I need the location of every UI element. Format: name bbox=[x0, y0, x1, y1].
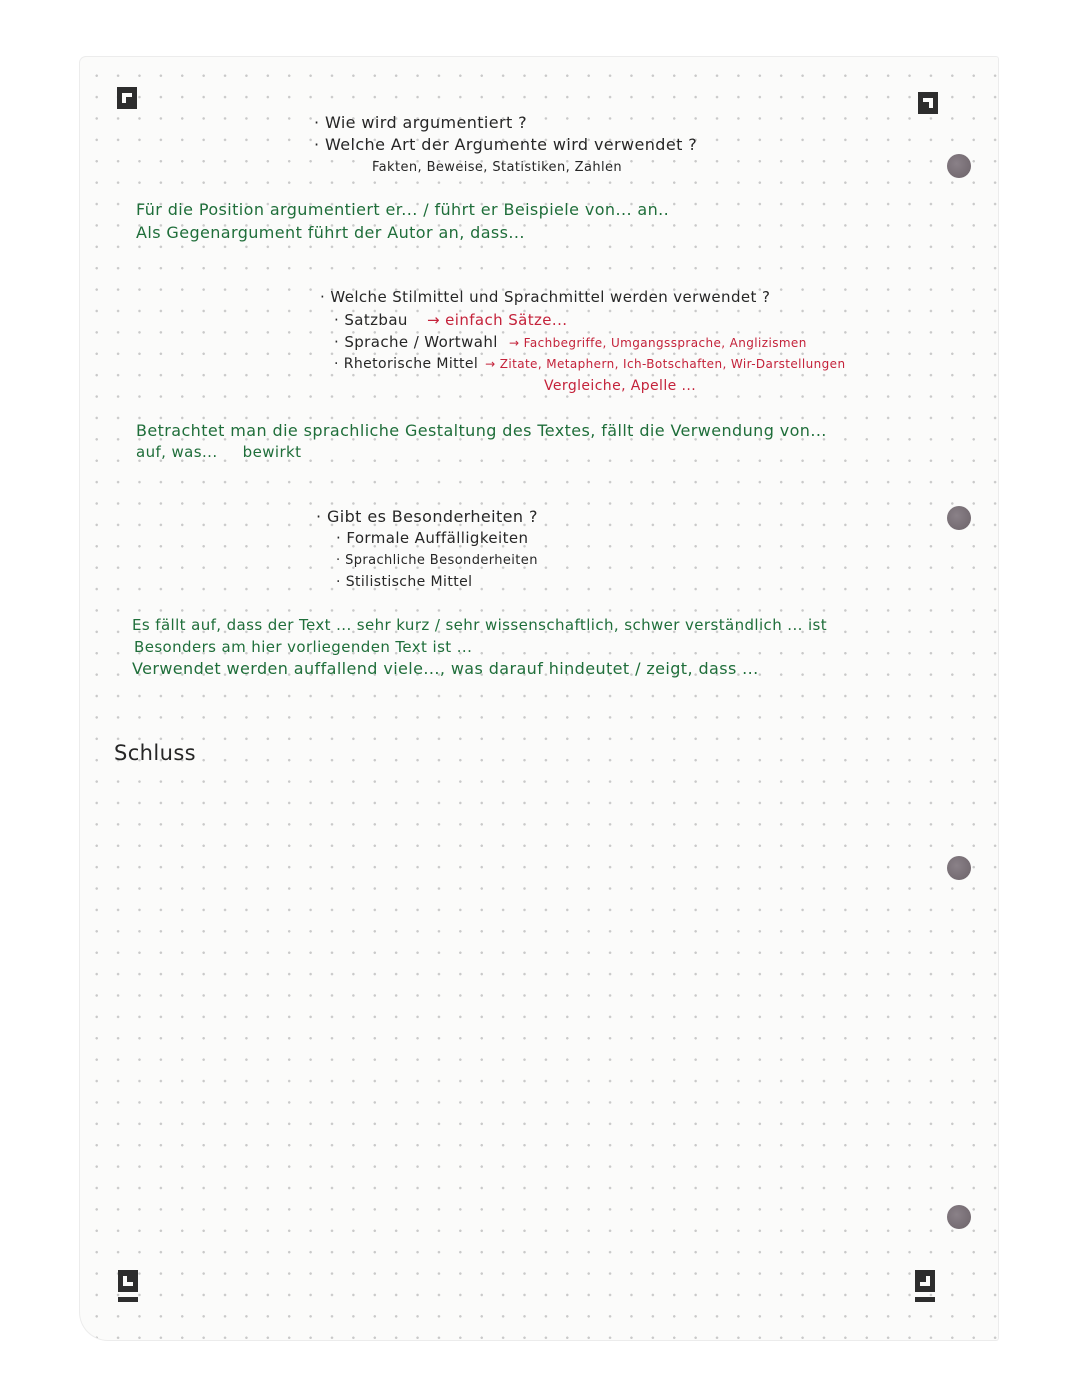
item-note: → Fachbegriffe, Umgangssprache, Anglizismen bbox=[509, 336, 807, 350]
phrase-part: bewirkt bbox=[242, 443, 302, 461]
item-note: → Zitate, Metaphern, Ich-Botschaften, Wir-Darstellungen bbox=[485, 357, 846, 371]
notebook-page bbox=[80, 57, 998, 1340]
phrase-position: Für die Position argumentiert er... / führt er Beispiele von... an.. bbox=[136, 200, 670, 219]
binder-hole-icon bbox=[947, 856, 971, 880]
question-argumentation: · Wie wird argumentiert ? bbox=[314, 113, 528, 132]
question-argument-type: · Welche Art der Argumente wird verwendet ? bbox=[314, 135, 698, 154]
item-stilistische: · Stilistische Mittel bbox=[336, 574, 473, 590]
item-label: · Rhetorische Mittel bbox=[334, 356, 479, 372]
item-sprachliche: · Sprachliche Besonderheiten bbox=[336, 553, 538, 568]
binder-hole-icon bbox=[947, 1205, 971, 1229]
phrase-part: auf, was... bbox=[136, 443, 218, 461]
corner-marker-bottom-right-icon bbox=[915, 1270, 935, 1292]
corner-marker-bottom-left-icon bbox=[118, 1270, 138, 1292]
corner-marker-bar-icon bbox=[915, 1297, 935, 1302]
phrase-sprachliche-gestaltung: Betrachtet man die sprachliche Gestaltung des Textes, fällt die Verwendung von... bbox=[136, 421, 827, 440]
item-note: → einfach Sätze... bbox=[427, 311, 568, 329]
binder-hole-icon bbox=[947, 506, 971, 530]
corner-marker-top-right-icon bbox=[918, 92, 938, 114]
question-besonderheiten: · Gibt es Besonderheiten ? bbox=[316, 507, 538, 526]
phrase-es-faellt-auf: Es fällt auf, dass der Text ... sehr kurz / sehr wissenschaftlich, schwer verständlich ... ist bbox=[132, 616, 828, 634]
phrase-counterargument: Als Gegenargument führt der Autor an, dass... bbox=[136, 223, 525, 242]
item-rhetorik bbox=[334, 357, 845, 371]
heading-schluss: Schluss bbox=[114, 741, 197, 765]
question-stilmittel: · Welche Stilmittel und Sprachmittel werden verwendet ? bbox=[320, 288, 771, 306]
item-label: · Satzbau bbox=[334, 311, 408, 329]
phrase-bewirkt bbox=[136, 445, 301, 460]
binder-hole-icon bbox=[947, 154, 971, 178]
item-formale: · Formale Auffälligkeiten bbox=[336, 529, 529, 547]
argument-types-detail: Fakten, Beweise, Statistiken, Zahlen bbox=[372, 160, 623, 175]
phrase-besonders: Besonders am hier vorliegenden Text ist ... bbox=[134, 638, 473, 656]
item-label: · Sprache / Wortwahl bbox=[334, 333, 498, 351]
item-satzbau bbox=[334, 313, 567, 328]
corner-marker-top-left-icon bbox=[117, 87, 137, 109]
item-note-continued: Vergleiche, Apelle ... bbox=[544, 378, 697, 394]
item-sprache bbox=[334, 335, 807, 350]
corner-marker-bar-icon bbox=[118, 1297, 138, 1302]
phrase-verwendet: Verwendet werden auffallend viele..., was darauf hindeutet / zeigt, dass ... bbox=[132, 659, 759, 678]
